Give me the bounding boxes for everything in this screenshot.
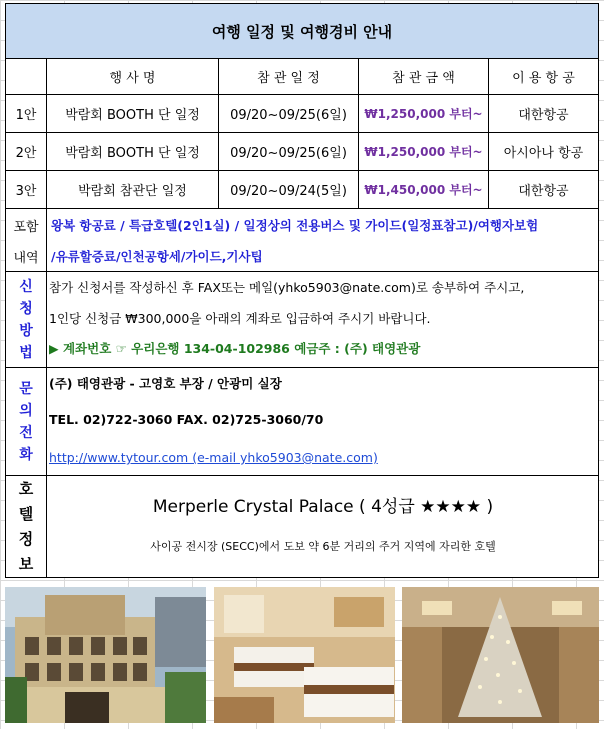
header-airline: 이 용 항 공 (489, 59, 599, 95)
hotel-description: 사이공 전시장 (SECC)에서 도보 약 6분 거리의 주거 지역에 자리한 호텔 (150, 540, 496, 553)
contact-label-char-1: 문 (19, 380, 33, 397)
contact-company: (주) 태영관광 - 고영호 부장 / 안광미 실장 (49, 376, 282, 391)
contact-website-link[interactable]: http://www.tytour.com (e-mail yhko5903@nate.com) (49, 450, 378, 465)
contact-label-char-3: 전 (19, 424, 33, 441)
hotel-lobby-photo (402, 587, 599, 723)
header-blank (5, 59, 47, 95)
apply-label (5, 272, 47, 368)
apply-account: ▶ 계좌번호 ☞ 우리은행 134-04-102986 예금주 : (주) 태영관광 (49, 341, 421, 356)
row-3-price: ₩1,450,000 부터~ (359, 171, 489, 209)
hotel-room-photo (214, 587, 395, 723)
hotel-block (47, 476, 599, 578)
row-2-name: 박람회 BOOTH 단 일정 (47, 133, 219, 171)
contact-phone: TEL. 02)722-3060 FAX. 02)725-3060/70 (49, 412, 324, 427)
hotel-label-char-2: 텔 (18, 504, 34, 523)
row-1-name: 박람회 BOOTH 단 일정 (47, 95, 219, 133)
row-3-schedule: 09/20~09/24(5일) (219, 171, 359, 209)
row-1-airline: 대한항공 (489, 95, 599, 133)
hotel-label-char-1: 호 (18, 479, 34, 498)
includes-line-1: 왕복 항공료 / 특급호텔(2인1실) / 일정상의 전용버스 및 가이드(일정표참고)/여행자보험 (47, 209, 599, 241)
row-3-name: 박람회 참관단 일정 (47, 171, 219, 209)
row-2-no: 2안 (5, 133, 47, 171)
header-event-name: 행 사 명 (47, 59, 219, 95)
includes-label-2: 내역 (5, 241, 47, 272)
row-2-airline: 아시아나 항공 (489, 133, 599, 171)
row-3-no: 3안 (5, 171, 47, 209)
apply-label-char-4: 법 (19, 344, 33, 361)
apply-block (47, 272, 599, 368)
apply-label-char-3: 방 (19, 322, 33, 339)
contact-label-char-2: 의 (19, 402, 33, 419)
hotel-name: Merperle Crystal Palace ( 4성급 ★★★★ ) (152, 497, 494, 517)
hotel-label-char-4: 보 (18, 554, 34, 573)
contact-label (5, 368, 47, 476)
header-schedule: 참 관 일 정 (219, 59, 359, 95)
row-2-price: ₩1,250,000 부터~ (359, 133, 489, 171)
hotel-exterior-photo (5, 587, 206, 723)
hotel-label-char-3: 정 (18, 529, 34, 548)
includes-label-1: 포함 (5, 209, 47, 241)
apply-label-char-2: 청 (19, 300, 33, 317)
row-1-price: ₩1,250,000 부터~ (359, 95, 489, 133)
apply-label-char-1: 신 (19, 278, 33, 295)
apply-line-2: 1인당 신청금 ₩300,000을 아래의 계좌로 입금하여 주시기 바랍니다. (49, 311, 431, 326)
row-3-airline: 대한항공 (489, 171, 599, 209)
includes-line-2: /유류할증료/인천공항세/가이드,기사팁 (47, 241, 599, 272)
apply-line-1: 참가 신청서를 작성하신 후 FAX또는 메일(yhko5903@nate.com)로 송부하여 주시고, (49, 280, 525, 295)
contact-label-char-4: 화 (19, 446, 33, 463)
hotel-label (5, 476, 47, 578)
row-1-schedule: 09/20~09/25(6일) (219, 95, 359, 133)
header-price: 참 관 금 액 (359, 59, 489, 95)
page-title: 여행 일정 및 여행경비 안내 (5, 3, 599, 59)
row-2-schedule: 09/20~09/25(6일) (219, 133, 359, 171)
contact-block (47, 368, 599, 476)
row-1-no: 1안 (5, 95, 47, 133)
